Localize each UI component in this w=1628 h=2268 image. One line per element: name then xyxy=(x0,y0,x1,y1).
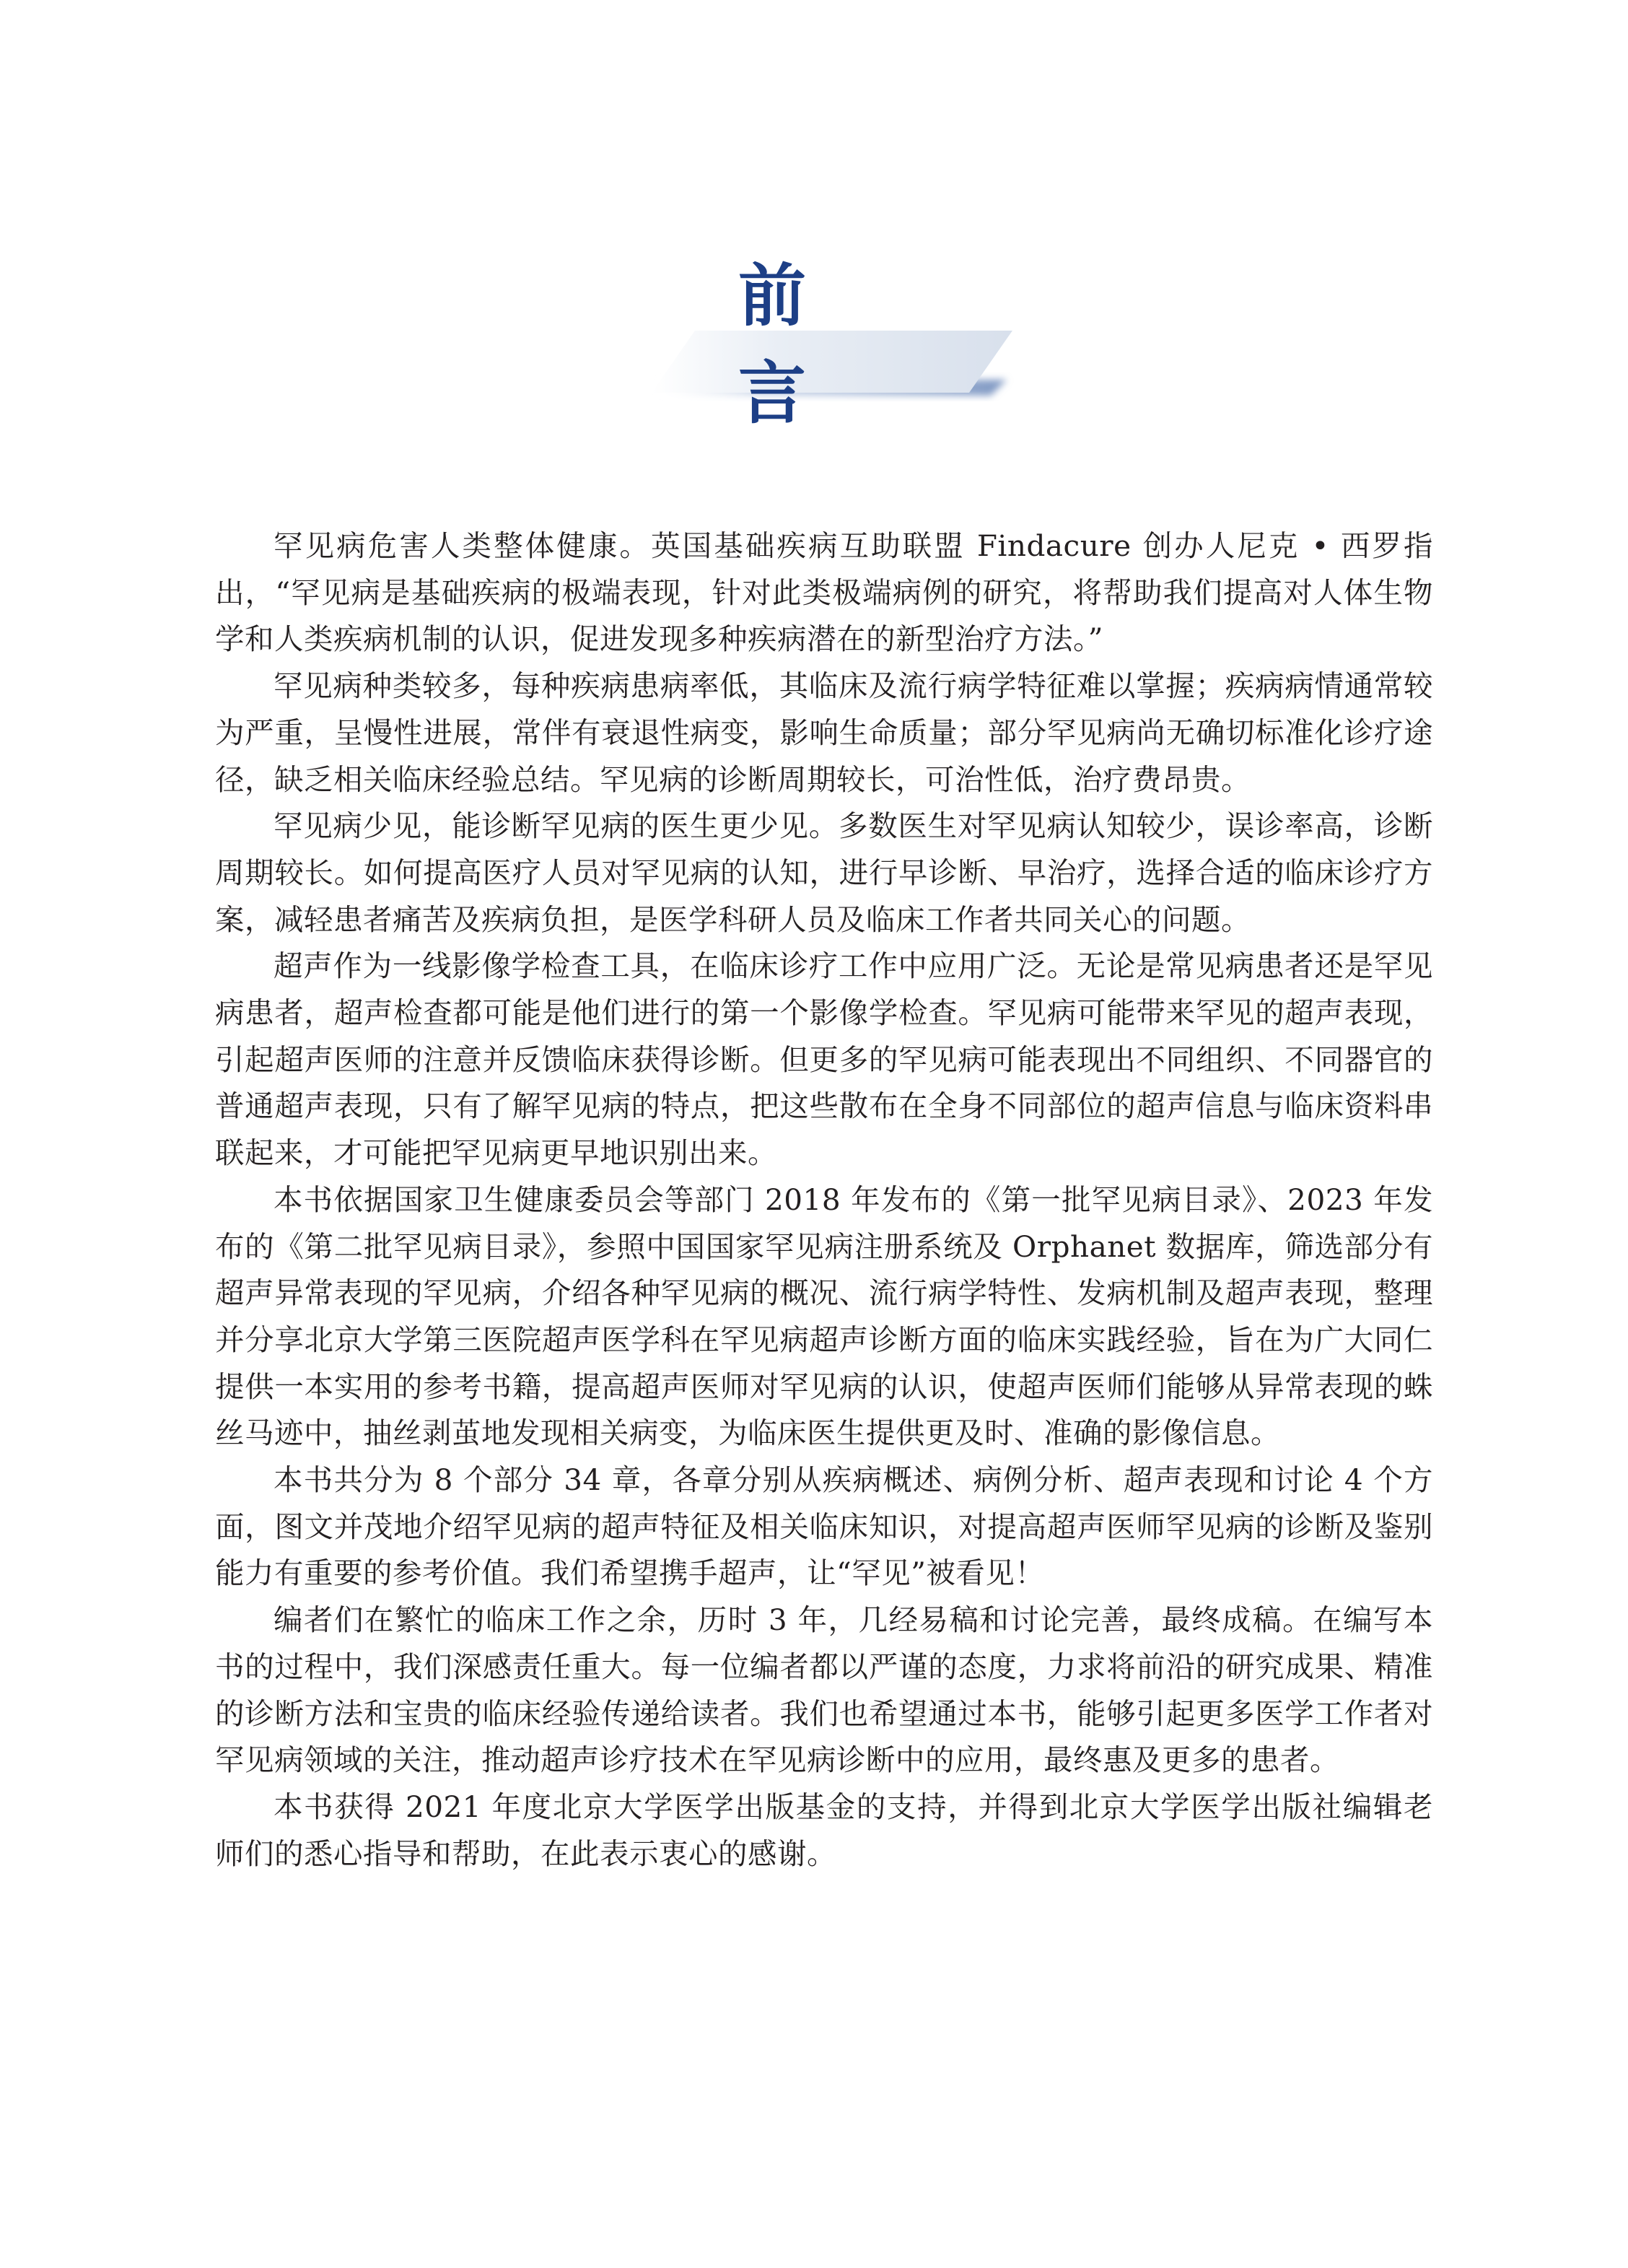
title-banner xyxy=(652,257,1021,401)
paragraph-1: 罕见病危害人类整体健康。英国基础疾病互助联盟 Findacure 创办人尼克 • 西罗指出，“罕见病是基础疾病的极端表现，针对此类极端病例的研究，将帮助我们提高对人体生物学和人类疾病机制的认识，促进发现多种疾病潜在的新型治疗方法。” xyxy=(215,528,1433,657)
paragraph-4: 超声作为一线影像学检查工具，在临床诊疗工作中应用广泛。无论是常见病患者还是罕见病患者，超声检查都可能是他们进行的第一个影像学检查。罕见病可能带来罕见的超声表现，引起超声医师的注意并反馈临床获得诊断。但更多的罕见病可能表现出不同组织、不同器官的普通超声表现，只有了解罕见病的特点，把这些散布在全身不同部位的超声信息与临床资料串联起来，才可能把罕见病更早地识别出来。 xyxy=(215,948,1433,1171)
paragraph-7: 编者们在繁忙的临床工作之余，历时 3 年，几经易稿和讨论完善，最终成稿。在编写本书的过程中，我们深感责任重大。每一位编者都以严谨的态度，力求将前沿的研究成果、精准的诊断方法和宝贵的临床经验传递给读者。我们也希望通过本书，能够引起更多医学工作者对罕见病领域的关注，推动超声诊疗技术在罕见病诊断中的应用，最终惠及更多的患者。 xyxy=(215,1602,1433,1778)
paragraph-3: 罕见病少见，能诊断罕见病的医生更少见。多数医生对罕见病认知较少，误诊率高，诊断周期较长。如何提高医疗人员对罕见病的认知，进行早诊断、早治疗，选择合适的临床诊疗方案，减轻患者痛苦及疾病负担，是医学科研人员及临床工作者共同关心的问题。 xyxy=(215,808,1433,937)
preface-body xyxy=(215,523,1433,1877)
page-title: 前 xyxy=(738,257,893,336)
paragraph-2: 罕见病种类较多，每种疾病患病率低，其临床及流行病学特征难以掌握；疾病病情通常较为严重，呈慢性进展，常伴有衰退性病变，影响生命质量；部分罕见病尚无确切标准化诊疗途径，缺乏相关临床经验总结。罕见病的诊断周期较长，可治性低，治疗费昂贵。 xyxy=(215,668,1433,797)
paragraph-6: 本书共分为 8 个部分 34 章，各章分别从疾病概述、病例分析、超声表现和讨论 4 个方面，图文并茂地介绍罕见病的超声特征及相关临床知识，对提高超声医师罕见病的诊断及鉴别能力有重要的参考价值。我们希望携手超声，让“罕见”被看见！ xyxy=(215,1462,1433,1591)
paragraph-8: 本书获得 2021 年度北京大学医学出版基金的支持，并得到北京大学医学出版社编辑老师们的悉心指导和帮助，在此表示衷心的感谢。 xyxy=(215,1789,1433,1871)
paragraph-5: 本书依据国家卫生健康委员会等部门 2018 年发布的《第一批罕见病目录》、2023 年发布的《第二批罕见病目录》，参照中国国家罕见病注册系统及 Orphanet 数据库，筛选部分有超声异常表现的罕见病，介绍各种罕见病的概况、流行病学特性、发病机制及超声表现，整理并分享北京大学第三医院超声医学科在罕见病超声诊断方面的临床实践经验，旨在为广大同仁提供一本实用的参考书籍，提高超声医师对罕见病的认识，使超声医师们能够从异常表现的蛛丝马迹中，抽丝剥茧地发现相关病变，为临床医生提供更及时、准确的影像信息。 xyxy=(215,1182,1433,1451)
